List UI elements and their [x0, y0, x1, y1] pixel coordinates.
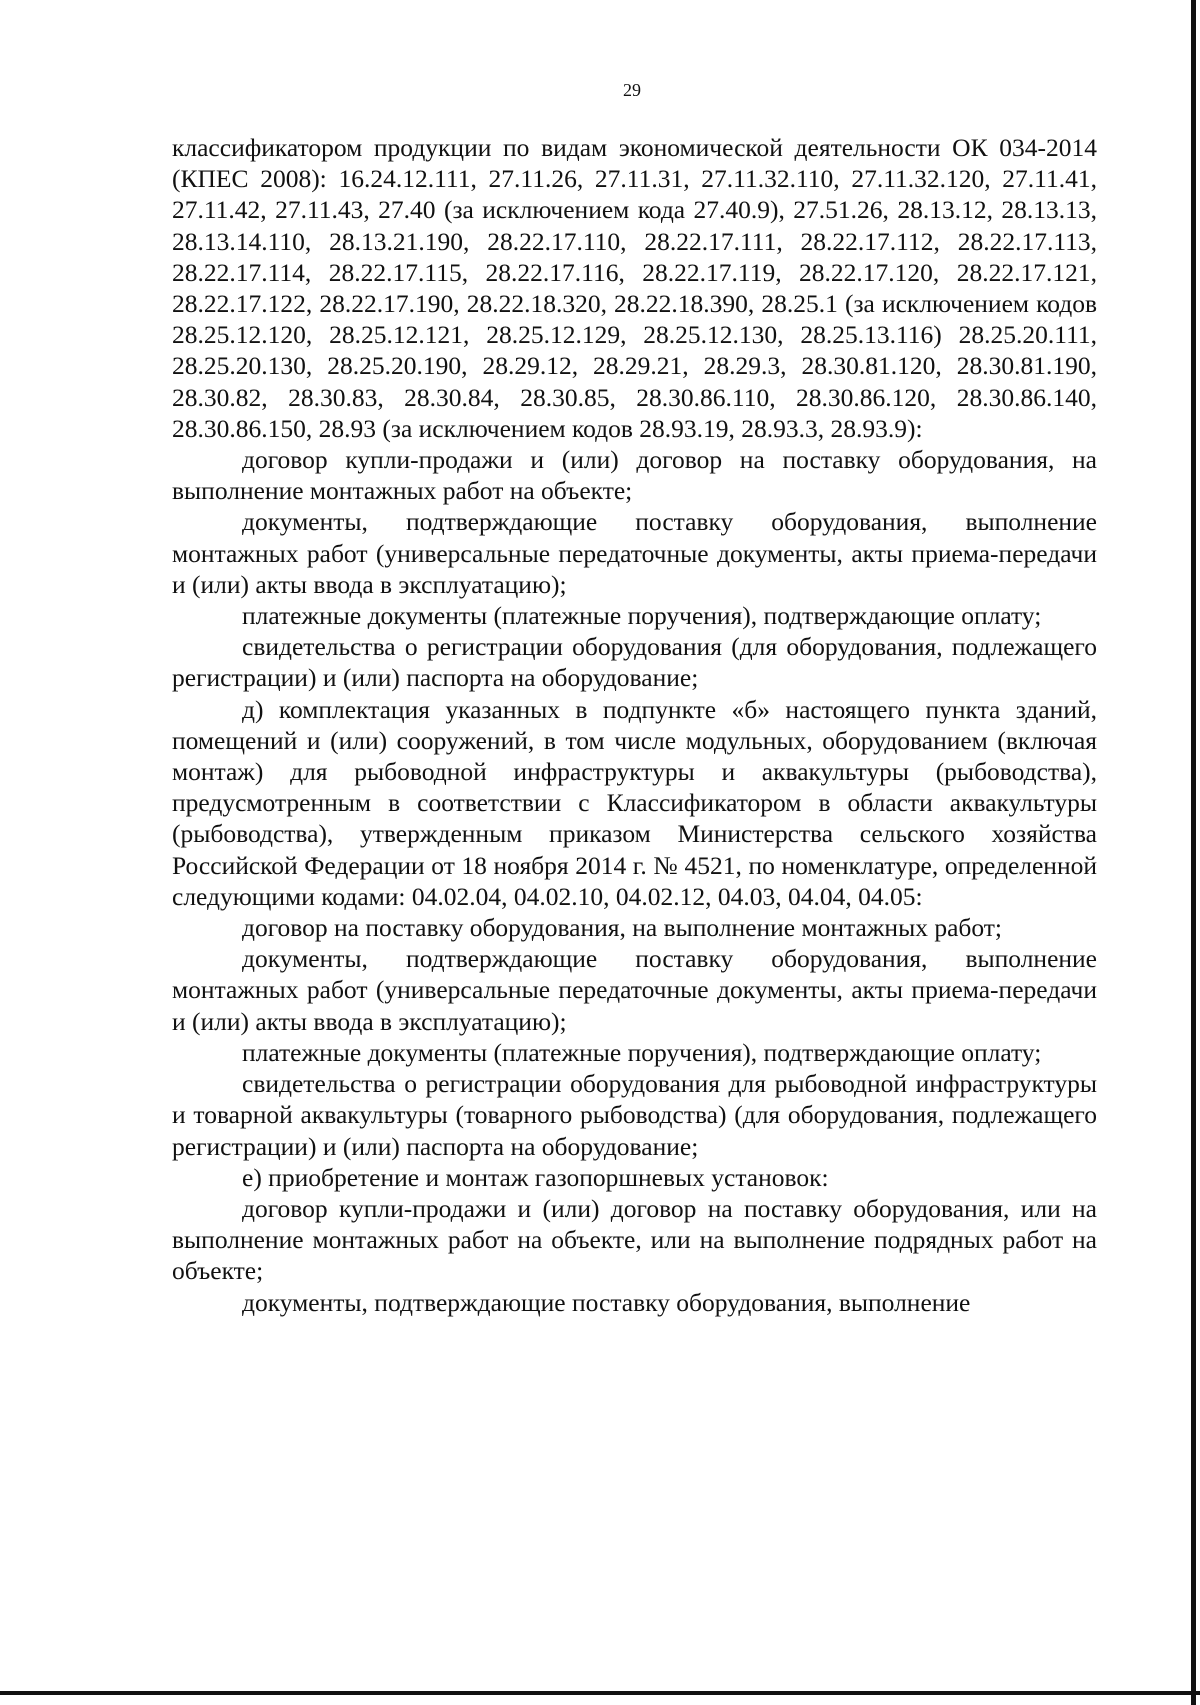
paragraph-payment-docs-2: платежные документы (платежные поручения), подтверждающие оплату; [242, 1037, 1042, 1067]
paragraph-contract: договор купли-продажи и (или) договор на поставку оборудования, на выполнение монтажных работ на объекте; [172, 445, 1097, 506]
page-border-right [1191, 0, 1196, 1705]
document-body [172, 132, 1097, 1318]
paragraph-delivery-docs-3: документы, подтверждающие поставку оборудования, выполнение [242, 1287, 971, 1317]
page-number: 29 [623, 80, 641, 100]
paragraph-registration-certs: свидетельства о регистрации оборудования (для оборудования, подлежащего регистрации) и (или) паспорта на оборудование; [172, 632, 1097, 693]
paragraph-item-d: д) комплектация указанных в подпункте «б» настоящего пункта зданий, помещений и (или) сооружений, в том числе модульных, оборудованием (включая монтаж) для рыбоводной инфраструктуры и аквакультуры (рыбоводства), предусмотренным в соответствии с Классификатором в области аквакультуры (рыбоводства), утвержденным приказом Министерства сельского хозяйства Российской Федерации от 18 ноября 2014 г. № 4521, по номенклатуре, определенной следующими кодами: 04.02.04, 04.02.10, 04.02.12, 04.03, 04.04, 04.05: [172, 694, 1097, 911]
page-border-bottom [0, 1691, 1200, 1695]
paragraph-registration-certs-2: свидетельства о регистрации оборудования для рыбоводной инфраструктуры и товарной аквакультуры (товарного рыбоводства) (для оборудования, подлежащего регистрации) и (или) паспорта на оборудование; [172, 1069, 1097, 1161]
paragraph-delivery-docs: документы, подтверждающие поставку оборудования, выполнение монтажных работ (универсальные передаточные документы, акты приема-передачи и (или) акты ввода в эксплуатацию); [172, 507, 1097, 599]
paragraph-supply-contract: договор на поставку оборудования, на выполнение монтажных работ; [242, 913, 1003, 943]
paragraph-payment-docs: платежные документы (платежные поручения), подтверждающие оплату; [242, 601, 1042, 631]
paragraph-codes-list: классификатором продукции по видам экономической деятельности ОК 034-2014 (КПЕС 2008): 16.24.12.111, 27.11.26, 27.11.31, 27.11.32.110, 27.11.32.120, 27.11.41, 27.11.42, 27.11.43, 27.40 (за исключением кода 27.40.9), 27.51.26, 28.13.12, 28.13.13, 28.13.14.110, 28.13.21.190, 28.22.17.110, 28.22.17.111, 28.22.17.112, 28.22.17.113, 28.22.17.114, 28.22.17.115, 28.22.17.116, 28.22.17.119, 28.22.17.120, 28.22.17.121, 28.22.17.122, 28.22.17.190, 28.22.18.320, 28.22.18.390, 28.25.1 (за исключением кодов 28.25.12.120, 28.25.12.121, 28.25.12.129, 28.25.12.130, 28.25.13.116) 28.25.20.111, 28.25.20.130, 28.25.20.190, 28.29.12, 28.29.21, 28.29.3, 28.30.81.120, 28.30.81.190, 28.30.82, 28.30.83, 28.30.84, 28.30.85, 28.30.86.110, 28.30.86.120, 28.30.86.140, 28.30.86.150, 28.93 (за исключением кодов 28.93.19, 28.93.3, 28.93.9): [172, 133, 1097, 443]
paragraph-contract-3: договор купли-продажи и (или) договор на поставку оборудования, или на выполнение монтажных работ на объекте, или на выполнение подрядных работ на объекте; [172, 1193, 1097, 1286]
paragraph-item-e: е) приобретение и монтаж газопоршневых установок: [242, 1162, 829, 1192]
paragraph-delivery-docs-2: документы, подтверждающие поставку оборудования, выполнение монтажных работ (универсальные передаточные документы, акты приема-передачи и (или) акты ввода в эксплуатацию); [172, 944, 1097, 1036]
